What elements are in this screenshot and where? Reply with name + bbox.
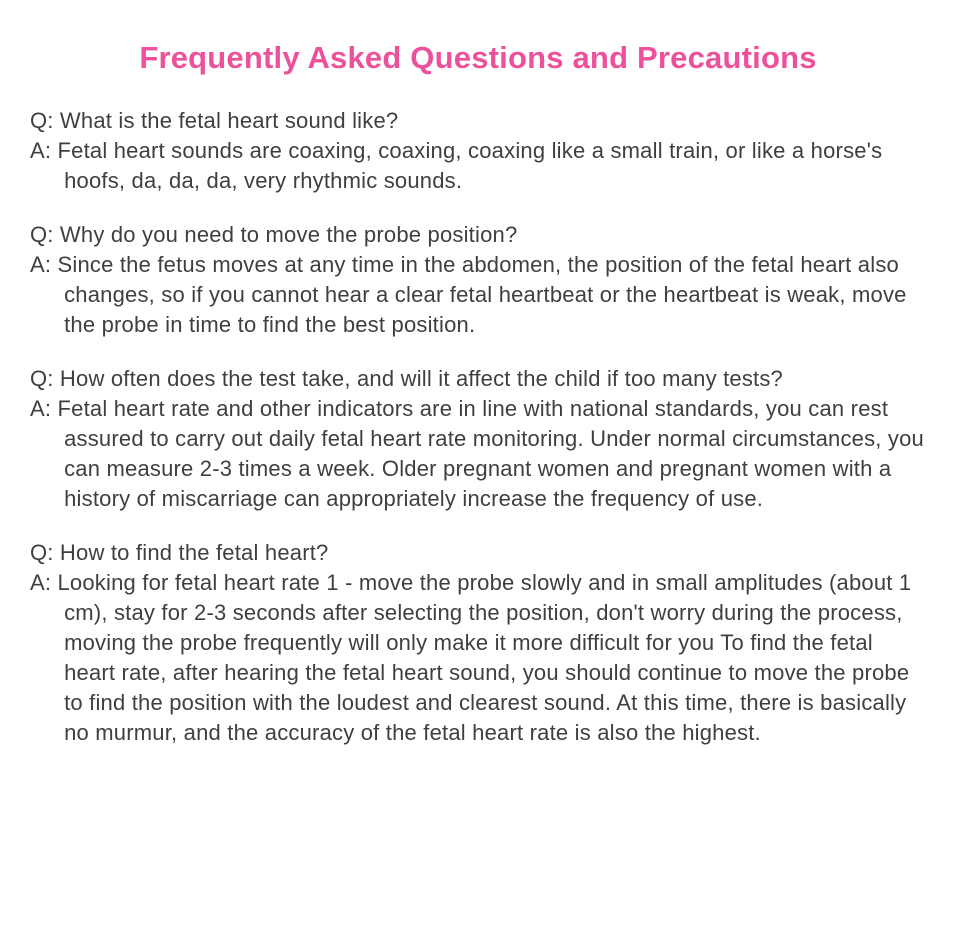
faq-question: Q: How to find the fetal heart?	[30, 540, 329, 565]
faq-question: Q: Why do you need to move the probe position?	[30, 222, 518, 247]
faq-answer: A: Looking for fetal heart rate 1 - move the probe slowly and in small amplitudes (about 1 cm), stay for 2-3 seconds after selecting the position, don't worry during the process, moving the probe frequently will only make it more difficult for you To find the fetal heart rate, after hearing the fetal heart sound, you should continue to move the probe to find the position with the loudest and clearest sound. At this time, there is basically no murmur, and the accuracy of the fetal heart rate is also the highest.	[30, 570, 912, 745]
faq-item	[30, 364, 926, 514]
faq-question: Q: What is the fetal heart sound like?	[30, 108, 399, 133]
faq-item	[30, 106, 926, 196]
faq-item	[30, 220, 926, 340]
faq-item	[30, 538, 926, 748]
page-title: Frequently Asked Questions and Precautions	[139, 40, 817, 75]
faq-answer: A: Fetal heart rate and other indicators are in line with national standards, you can rest assured to carry out daily fetal heart rate monitoring. Under normal circumstances, you can measure 2-3 times a week. Older pregnant women and pregnant women with a history of miscarriage can appropriately increase the frequency of use.	[30, 396, 924, 511]
faq-answer: A: Fetal heart sounds are coaxing, coaxing, coaxing like a small train, or like a horse's hoofs, da, da, da, very rhythmic sounds.	[30, 138, 883, 193]
faq-question: Q: How often does the test take, and will it affect the child if too many tests?	[30, 366, 783, 391]
faq-answer: A: Since the fetus moves at any time in the abdomen, the position of the fetal heart also changes, so if you cannot hear a clear fetal heartbeat or the heartbeat is weak, move the probe in time to find the best position.	[30, 252, 907, 337]
